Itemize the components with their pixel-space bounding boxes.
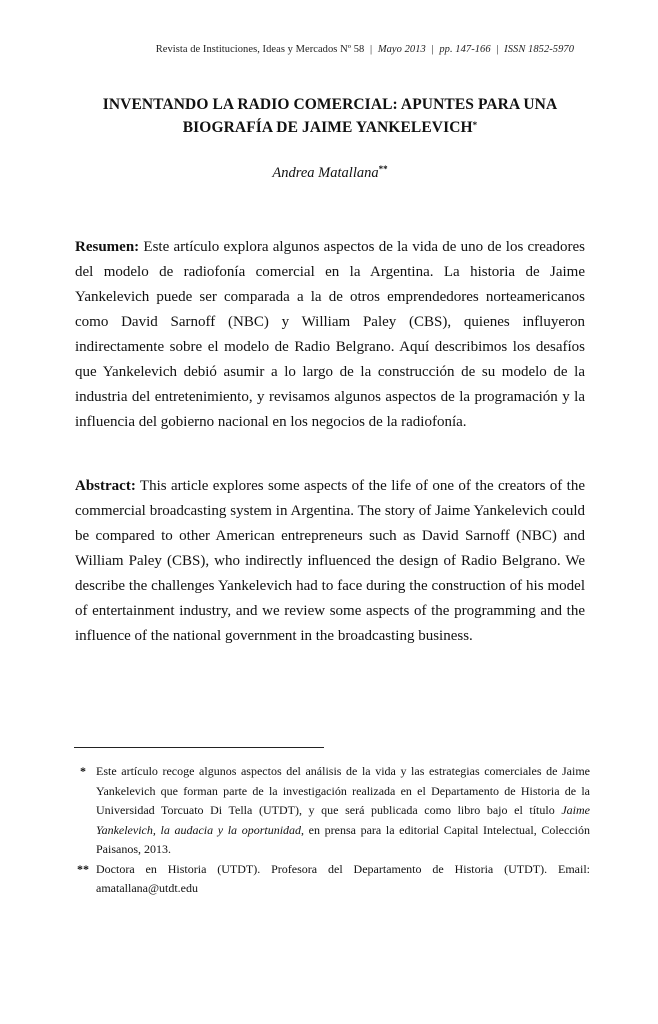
footnote-text-part: Este artículo recoge algunos aspectos del análisis de la vida y las estrategias comerciales de Jaime Yankelevich que forman parte de la investigación realizada en el Departamento de Historia de la Universidad Torcuato Di Tella (UTDT), y que será publicada como libro bajo el título — [96, 764, 590, 817]
resumen-text: Este artículo explora algunos aspectos de la vida de uno de los creadores del modelo de radiofonía comercial en la Argentina. La historia de Jaime Yankelevich puede ser comparada a la de otros emprendedores norteamericanos como David Sarnoff (NBC) y William Paley (CBS), quienes influyeron indirectamente sobre el modelo de Radio Belgrano. Aquí describimos los desafíos que Yankelevich debió asumir a lo largo de la construcción de su modelo de la industria del entretenimiento, y revisamos algunos aspectos de la programación y la influencia del gobierno nacional en los negocios de la radiofonía. — [75, 239, 586, 430]
author-byline — [60, 165, 600, 182]
issue-date: Mayo 2013 — [377, 44, 426, 55]
journal-name: Revista de Instituciones, Ideas y Mercados Nº 58 — [155, 44, 365, 55]
article-title — [60, 93, 600, 139]
resumen-label: Resumen: — [75, 239, 140, 255]
footnote-text: Doctora en Historia (UTDT). Profesora del Departamento de Historia (UTDT). Email: amatallana@utdt.edu — [96, 861, 590, 895]
title-line-1: INVENTANDO LA RADIO COMERCIAL: APUNTES PARA UNA — [102, 96, 558, 113]
author-footnote-mark: ** — [378, 164, 388, 174]
author-name: Andrea Matallana — [272, 165, 379, 181]
footnote-mark: ** — [77, 861, 89, 876]
header-separator: | — [431, 44, 434, 55]
footnote-mark: * — [80, 764, 86, 778]
page-range: pp. 147-166 — [439, 44, 491, 55]
title-line-2 — [60, 116, 600, 139]
footnote-text — [96, 762, 590, 860]
footnote-text-part: , en prensa para la editorial Capital Intelectual, Colección Paisanos, 2013. — [96, 822, 590, 856]
abstract-paragraph — [75, 474, 585, 649]
running-header — [156, 44, 574, 55]
header-separator: | — [369, 44, 373, 55]
title-line-2-text: BIOGRAFÍA DE JAIME YANKELEVICH — [182, 119, 473, 136]
header-separator: | — [496, 44, 499, 55]
issn: ISSN 1852-5970 — [504, 44, 574, 55]
abstract-text: This article explores some aspects of the life of one of the creators of the commercial broadcasting system in Argentina. The story of Jaime Yankelevich could be compared to other American entrepreneurs such as David Sarnoff (NBC) and William Paley (CBS), who indirectly influenced the design of Radio Belgrano. We describe the challenges Yankelevich had to face during the construction of his model of entertainment industry, and we review some aspects of the programming and the influence of the national government in the broadcasting business. — [75, 478, 585, 644]
footnote-2 — [70, 860, 590, 899]
resumen-paragraph — [75, 235, 585, 435]
abstract-label: Abstract: — [75, 478, 136, 494]
book-title: Jaime Yankelevich, la audacia y la oportunidad — [96, 803, 590, 837]
footnote-1 — [70, 762, 590, 860]
title-footnote-mark: * — [472, 120, 478, 130]
footnotes — [70, 762, 590, 899]
footnote-divider — [74, 747, 324, 748]
